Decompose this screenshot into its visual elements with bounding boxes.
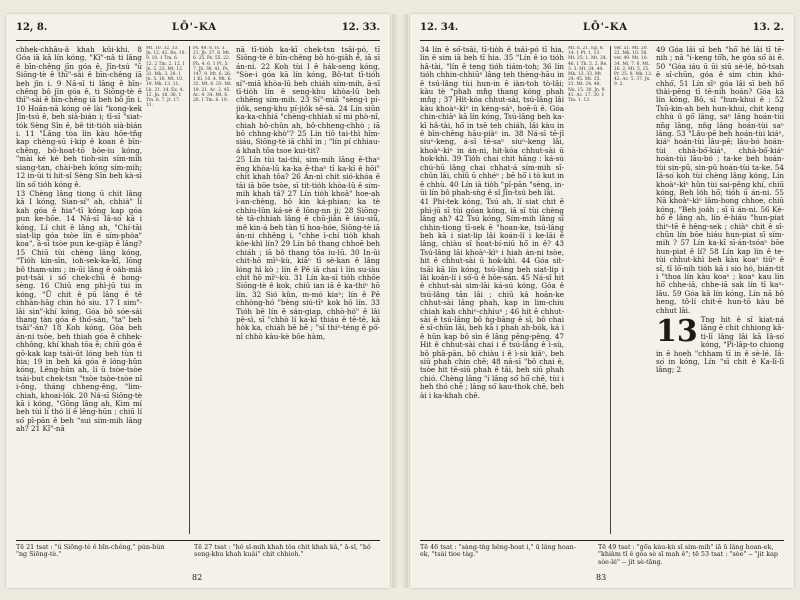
left-column-1-text: chhek-chhâu-â khah kûi-khi. 8 Góa iā kā lín kóng, "Kî"-nâ ti lâng ê bīn-chêng jīn góa ê, Jîn-tsú "ū Siōng-tè ê thī"-sài ê bīn-chêng iā beh jīn i. 9 Nā-sī ti lâng ê bīn-chêng bô jīn góa ê, ti Siōng-tè ê thī"-sài ê bīn-chêng iā beh bô jīn i. 10 Hoân-nā kóng oē lài "kong-kek Jîn-tsú ê, beh sià-bián i; tī-sī "siat-tók Sèng Sîn ê, bē tit-tio̍h sià-bián i. 11 "Lâng tòa lín kàu hōe-tn̂g kap chèng-sū í-kip ê koan ê bīn-chêng, bô-hoat-tō bōe-iu kóng, "mài ké kè beh tioh-sin sím-mih siang-tan, chài-beh kóng sím-mih; 12 in-ūi ti hit-sî Sèng Sîn beh kà-sī lín só͘ tio̍h kóng ê.: [16, 46, 142, 189]
left-refs-2-text: Ps. 49. 6. Is. 3. 21. Jb. 27. 8. Mt. 6. 25. Ps. 55. 22. Ph. 4. 6. 1 Pt. 5. 7. Jb. 38. 41. Ps. 147. 9. Mt. 6. 26. 1 Ki. 10. 4. Mt. 6. 32. Mt. 6. 33. Mt. 19. 21. Ac. 2. 45. Ac. 4. 34. Mt. 6. 20. 1 Tm. 6. 19.: [193, 46, 233, 104]
right-header-ref-start: 12. 34.: [420, 22, 459, 33]
right-column-2-text: 49 Góa lâi sī beh "hō͘ hé lâi tī tē-nih ; nā "í-keng tō͘h, he góa só͘ ài ê. 50 "Góa iáu ū ūi siū sé-lé, bô-tsah ê sî-chūn, góa ê sim chin khó-chhó͘, 51 Lín sīⁿ góa lâi sī beh hō͘ thài-pêng tī tē-nih hoán? Góa kā lín kóng, Bô, sī "hun-khui ê : 52 Tsū-kin-ah beh hun-khui, chit keng chhù ū gō͘ lâng, saⁿ lâng hoán-tùi nn̄g lâng, nn̄g lâng hoán-tùi saⁿ lâng. 53 "Lâu-pē beh hoán-tùi kiáⁿ, kiáⁿ hoán-tùi lāu-pē; lāu-bó hoán-tùi chhà-bó͘-kiáⁿ, chhà-bó͘-kiáⁿ hoán-tùi lāu-bó ; ta-ke beh hoán-tùi sin-pū, sin-pū hoán-tùi ta-ke. 54 Iâ-so͘ koh tùi chèng lâng kóng, Lín khoàⁿ-kìⁿ hûn tùi sai-pêng khí, chiū kóng, Beh lo̍h hō͘; tio̍h ū án-ni. 55 Nā khoàⁿ-kìⁿ lâm-hong chhoe, chiū kóng, "Beh joa̍h ; sī ū án-ni. 56 Ké-hō͘ ê lâng ah, lín ē-hiáu "hun-piat thiⁿ-tē ê hêng-sek ; chiàⁿ chit ê sî-chūn lín bōe hiáu hun-piat sī sím-mih ? 57 Lín ka-kī sī-án-tsóaⁿ bōe hun-piat ê lí? 58 Lín kap lín ê te-tùi chhut-khì beh kàu koaⁿ tiūⁿ ê sî, tī lō͘-nih tio̍h kā i sio hó, bián-tit i "thoa lín kàu koaⁿ ; koaⁿ kau lín hō͘ chhe-iā, chhe-iā sak lín tī kaⁿ-lāu. 59 Góa kā lín kóng, Lín nā bô heng, tô-lí chit-ē hun-tō kàu bē chhut lâi.: [656, 46, 784, 315]
left-footnotes: [16, 540, 380, 559]
right-refs-2-text: ver. 51. Mt. 20. 22. Mk. 10. 38. ver. 49. Mt. 10. 34. Mi. 7. 6. Mt. 16. 2. Mt. 5. 25. Pr. 25. 8. Mk. 12. 42. Ac. 5. 37. Jn. 9. 2.: [614, 46, 653, 88]
right-cross-references-1: [568, 46, 608, 534]
right-page-header: [420, 22, 784, 38]
right-refs-1-text: Mt. 6. 21. Ep. 6. 14. 1 Pt. 1. 13. Mt. 25. 1. Mt. 24. 46. 1 Th. 5. 2. Re. 3. 3. Mt. 24. 44. Mk. 13. 33. Mt. 24. 45. Mt. 25. 21. Mt. 24. 48. Nu. 15. 30. Jn. 9. 41. Ac. 17. 30. 1 Tm. 1. 13.: [568, 46, 608, 104]
right-footnote-2: Tē 49 tsat : "gō͘a kàu-kù sī sím-mih" iā ū lâng hoan-ek, "khiàm tī ê góa sè sī mah ê"; tē 53 tsat : "sòe" -- "jit kap sòe-lé" -- jit sè-tāng.: [598, 543, 779, 566]
chapter-13-opening: [656, 316, 784, 375]
left-column-divider: [189, 46, 190, 534]
left-header-ref-start: 12, 8.: [16, 22, 48, 33]
right-text-column-1: [420, 46, 564, 534]
left-cross-references-2: [193, 46, 233, 534]
right-column-2b-text: Tng hit ê sî kiat-ná lâng ē chit chhiong kâ-ti-lī lâng lâi kā Iâ-so͘ kóng, "Pi-lâp-to chiong in ê hoeh "chham tī in ê sè-lé. Iâ-so͘ in kóng, Lín "sī chit ê Ka-lī-lī lâng; 2: [656, 315, 784, 375]
right-page-number: 83: [596, 573, 607, 582]
left-page: [6, 14, 390, 588]
right-footnote-1: Tē 46 tsat : "sàng-tǹg hêng-hoat i," ū lâng hoan-ek, "tsài tioe tàg.": [420, 543, 576, 559]
left-column-2b-text: 25 Lín tùi tai-thì, sim-mih lâng ē-thaⁿ ēng khòa-lū ka-ka ē-thaⁿ tī ka-kī ê hōi" chit khah tôa? 26 Án-ni chit sió-khóa ê tāi iā bōe tsòe, sī tit-tio̍h khòa-lū ê sím-mih khah tâ? 27 Lín tio̍h khoâ" hoe-ah ì-an-chèng, bô kin ká-phian; ka tè chhiu-lûn ká-sè ê lōng-nn ji; 28 Siōng-tè tâ-chhiah lâng ê chū-jiân ê iáu-siū, mê kin-á beh tàn tī hoa-hóe, Siōng-tè iā án-ni chhēng i, "chhe ì-chí tio̍h khah kòe-khì lín? 29 Lín bô thang chhoē beh chiáh ; iā bô thang tōa iu-lū. 30 In-ūi chit-hō mīⁿ-kù, kiāⁿ tī sè-kan ê lâng lóng hì kò ; lín ê Pē iā chai ì lín su-iàu chit hō mīⁿ-kù. 31 Lín ka-sī tio̍h chhōe Siōng-tè ê kok, chiū ian iā ē ka-thiⁿ hō lín. 32 Sió kûn, m-mó kiaⁿ; lín ê Pē chhòng-hó "bèng siú-tīⁿ kok hō lín. 33 Tio̍h bē lín ê sán-giap, chhò-hó" ê lâi pē-sì, sī "chhò lí ka-kī thiáu ê tē-tē, kā ho̍k ka, chiáh bē bē ; "sī thiⁿ-téng ê pó͘-nî chhò kàu-kè bōe hàm,: [236, 155, 380, 341]
right-text-column-2: [656, 46, 784, 534]
chapter-numeral: 13: [656, 314, 698, 349]
right-cross-references-2: [614, 46, 654, 534]
right-page: [410, 14, 794, 588]
left-cross-references-1: [146, 46, 186, 534]
right-header-ref-end: 13. 2.: [752, 22, 784, 33]
left-footnote-1: Tē 21 tsat : "û Siōng-tè ê bīn-chêng," pún-bûn "ng Siōng-tè.": [16, 543, 165, 559]
left-refs-1-text: Mt. 10. 32, 33. Jn. 12. 42. Ro. 10. 9, 10. 1 Tm. 6. 12. 2 Tm. 2. 12. 1 Jn. 2. 23. Mt. 12. 32. Mk. 3. 28. 1 Jn. 5. 16. Mt. 10. 19. Mk. 13. 11. Lk. 21. 14. Ex. 4. 12. Jn. 18. 36. 1 Tm. 6. 7. Jr. 17. 11.: [146, 46, 186, 109]
left-column-2-text: nā tī-tio̍h ka-kī chek-tsn tsâi-pó, tī Siōng-tè ê bīn-chêng bô hó-giâh ê, iā sī án-ni. 22 Koh tùi I ê hák-seng kóng, "Sòe-i góa kā lín kóng, Bô-tat tī-tio̍h sí"-miā khòa-lū beh chiáh sím-mih, ā-sī tī-tio̍h lín ê seng-khu khòa-lū beh chhēng sím-mih. 23 Sí"-miā "sèng-ì pí-jió̍k, seng-khu pí-jió̍k sē-sà. 24 Lín siūn ka-ka-chhiá "chèng-chhiah sī mi phò-nî, chiah bô-chûn ah, bô-chheng-chhò ; iā bô chhng-khò"? 25 Lín tiō tai-thì hīm-siáu, Siōng-tè iā chhī in ; "lín pí chhiau-á khah tôa tsoe kui-tit?: [236, 46, 380, 155]
right-column-1-text: 34 lín ê só͘-tsāi, tī-tio̍h ê tsâi-pó tī hia, lín ê sim iā beh tī hia. 35 "Lín ê io tio̍h hâ-tài, "lín ê teng tio̍h tiám-toh; 36 lín tio̍h chhin-chhiūⁿ lâng teh thèng-hāu in ê tsú-lâng tùi hun-in ê iàn-toh tò-lâi; kàu tè "phah mn̂g thang kóng phah mn̂g ; 37 Hit-kóa chhut-sài, tsú-lâng lâi kàu khoàⁿ-kìⁿ in kéng-sáⁿ, hoē-ū ê. Góa chin-chiàⁿ kā lín kóng, Tsú-lâng beh ka-kī hâ-tài, hō͘ in tsē teh chiáh, lâi kàu in ê bīn-chêng hāu-piàⁿ in. 38 Ná-sī tē-jī siuⁿ-keng, á-sī tē-saⁿ siuⁿ-keng lâi, khoàⁿ-kìⁿ in án-ni, hit-kóa chhut-sài ū hok-khì. 39 Tio̍h chai chit hāng : ká-sú chú-hū lâng chai chhat-á sím-mih sî-chūn lâi, chiū ū chhéⁿ ; bē hō͘ i tò kut in ê chhù. 40 Lín iā tio̍h "pī-pān "sèng, in-ūi lín bô phah-sǹg ê sî Jîn-tsú beh lâi.: [420, 46, 564, 197]
right-footnotes: [420, 540, 784, 566]
left-column-1b-text: 13 Chèng lâng tiong ū chit lâng kā I kóng, Sian-sí" ah, chhiá" lí kah góa ê hia"-tī kóng kap góa pun ke-hōe. 14 Ná-sī Iâ-so͘ kā i kóng, Lí chit ê lâng ah, "Chí-tāi siat-lip góa tsòe lín ê sím-phòa" koa", ā-sī tsòe pun ke-giàp ê lâng? 15 Chiū tùi chèng lâng kóng, "Tio̍h kín-sīn, ioh-sek-ka-kî, lōng bô tham-sim ; in-ūi lâng ê oa̍h-miā put-tsāi i só͘ chek-chū ê hong-sèng. 16 Chiū eng phì-jū tùi in kóng, "Ū chit ê pū lâng ê tē chhàn-hāg chin hó siu. 17 I sim"-lāi sin"-khí kóng, Góa bô sóe-sái thang tàn góa ê thó͘-sán, "ta" beh tsâi"-án? 18 Koh kóng, Góa beh án-ni tsòe, beh thiah góa ê chhek-chhông, khí khah tōa ê; chiū góa ê gō-kak kap tsài-ūt lóng beh tùn ti hia; 19 in beh kā góa ê lóng-hūn kóng, Lêng-hūn ah, lí ū tsòe-tsòe tsài-but chek-tsn "tsòe tsòe-tsòe nî i-ōng, tháng chheng-êng, "lim-chiah, khoai-lók. 20 Ná-sī Siōng-tè kā i kóng, "Gōng lâng ah, Kim mí beh tùi lí thó lí ê lêng-hūn ; chiū lí só͘ pī-pān ê beh "sui sím-mih lâng ah? 21 Kî"-nā: [16, 188, 142, 434]
left-header-title: LŌ'-KA: [172, 22, 218, 33]
right-header-title: LŌ'-KA: [582, 22, 628, 33]
right-column-1b-text: 41 Phi-tek kóng, Tsú ah, lí siat chit ê phì-jū sī tùi góan kóng, iā sī tùi chèng lâng ah? 42 Tsú kóng, Sím-mih lâng sī chhin-tiong tī-sek ê "hoan-ke, tsú-lâng beh kā i siat-lip lâi koán-lí i ke-lāi ê lâng, chiàu sî hoat-bí-niū hō͘ in ê? 43 Tsú-lâng lâi khoàⁿ-kìⁿ i hiah án-ni tsòe, hit ê chhut-sài ū hok-khì. 44 Góa sit-tsāi kā lín kóng, tsú-lâng beh siat-lip i lâi koán-lí i só͘-ū ê hōe-sán. 45 Ná-sī hit ê chhut-sài sim-lāi ká-sú kóng, Góa ê tsú-lâng tân lâi ; chiū kā hoān-ke chhut-sài lâng phah, kap in lim-chiu chiah kah chhiⁿ-chhiuⁿ ; 46 hit ê chhut-sài ê tsú-lâng bô ǹg-bāng ê sî, bô chai ê sî-chūn lâi, beh kā i phah ah-bók, ká i ê hūn kap bô sìn ê lâng pêng-pêng. 47 Hit ê chhut-sài chai i ê tsú-lâng ê ì-sù, bô phā-pān, bô chiàu i ê ì-sù kiâⁿ, beh siū phah chin chē; 48 nā-sī "bô chai ê, tsòe hit tē-siū phah ê tāi, beh siū phah chió. Chèng lâng "í lâng só͘ hō͘ chē, tùi i beh thó chē ; lâng só͘ kau-thok chē, beh ài i ka-khah chē.: [420, 197, 564, 400]
left-text-column-1: [16, 46, 142, 534]
left-page-header: [16, 22, 380, 38]
book-gutter: [392, 14, 408, 588]
right-column-divider: [610, 46, 611, 534]
left-header-ref-end: 12. 33.: [341, 22, 380, 33]
left-footnote-2: Tē 27 tsat : "hô sî-mih khah tôa chit khah kâ," ā-sī, "hô seng-khu khah kuâi" chit chhioh.": [194, 543, 371, 559]
left-text-column-2: [236, 46, 380, 534]
left-page-number: 82: [192, 573, 203, 582]
right-header-rule: [420, 40, 784, 41]
left-header-rule: [16, 40, 380, 41]
